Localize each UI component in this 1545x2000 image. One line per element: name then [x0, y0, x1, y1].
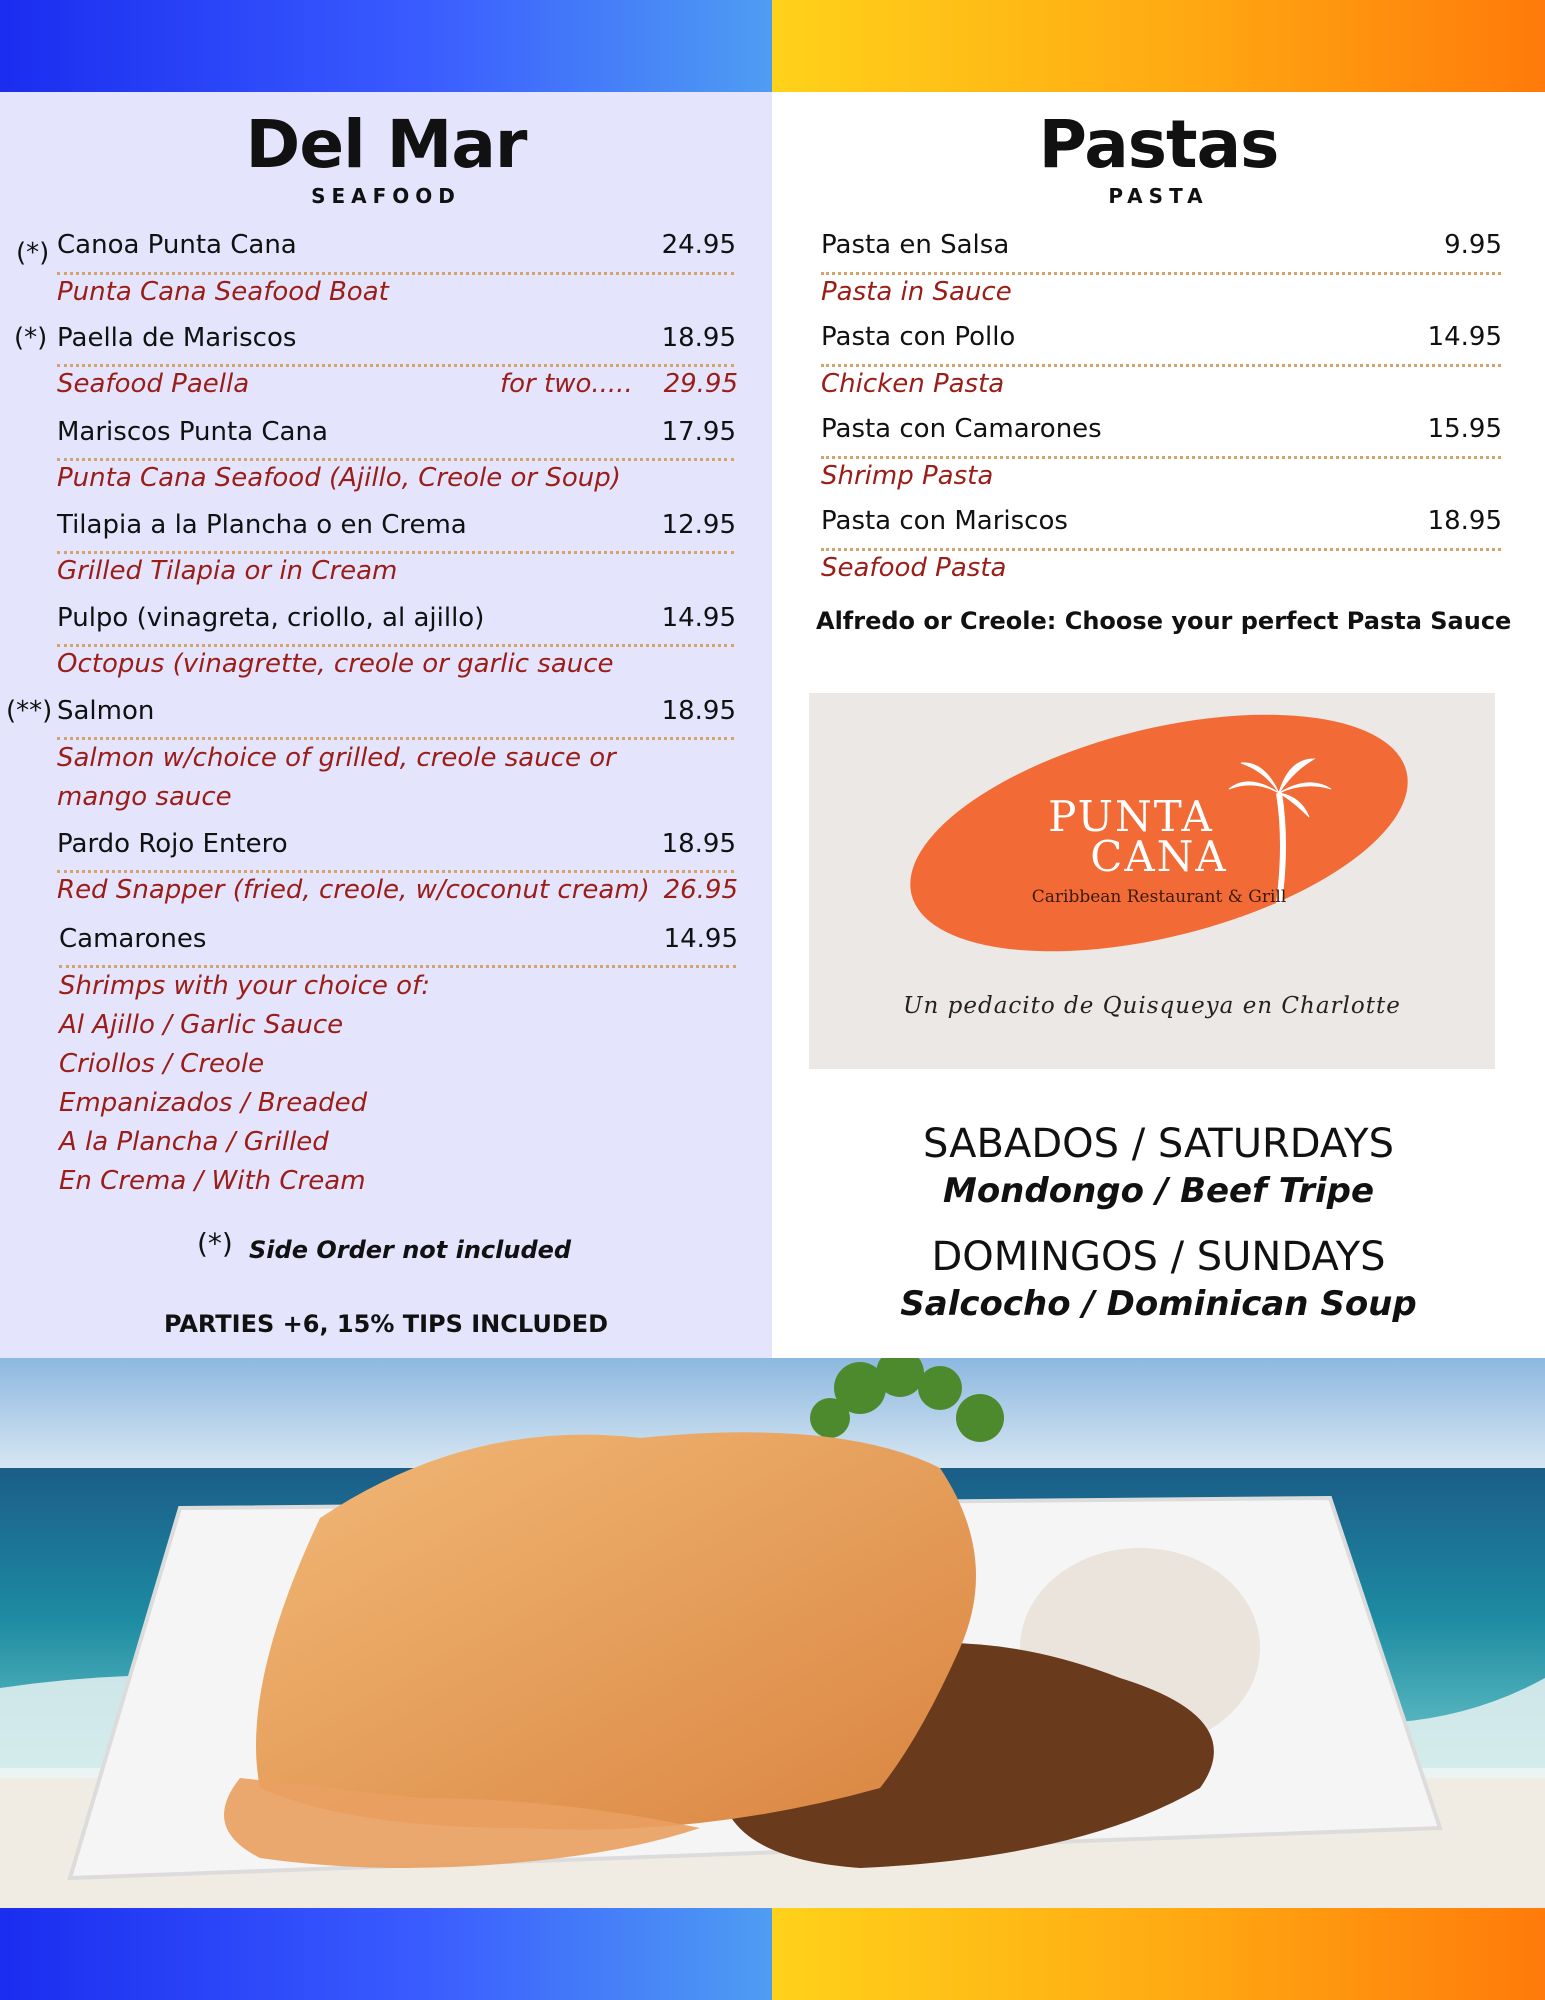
pasta-sauce-note: Alfredo or Creole: Choose your perfect Pasta Sauce — [816, 607, 1512, 635]
dotted-leader — [821, 364, 1501, 367]
menu-item-option: A la Plancha / Grilled — [59, 1127, 329, 1157]
menu-item-price: 18.95 — [661, 323, 736, 353]
menu-item-extra-price: 29.95 — [663, 369, 738, 399]
menu-item-name: Camarones — [59, 924, 207, 954]
seafood-title: Del Mar — [245, 106, 527, 183]
pasta-subtitle: PASTA — [1108, 184, 1209, 208]
menu-item-description: Shrimp Pasta — [821, 461, 994, 491]
saturday-label: SABADOS / SATURDAYS — [923, 1121, 1394, 1167]
menu-item-price: 14.95 — [661, 603, 736, 633]
bottom-orange-band — [772, 1908, 1545, 2000]
logo-line-3: Caribbean Restaurant & Grill — [1031, 887, 1287, 907]
bottom-blue-band — [0, 1908, 772, 2000]
top-orange-band — [772, 0, 1545, 92]
menu-item-description: Red Snapper (fried, creole, w/coconut cream) — [57, 875, 650, 905]
dotted-leader — [821, 456, 1501, 459]
seafood-subtitle: SEAFOOD — [311, 184, 461, 208]
dotted-leader — [57, 458, 734, 461]
menu-item-name: Mariscos Punta Cana — [57, 417, 328, 447]
top-blue-band — [0, 0, 772, 92]
menu-item-price: 14.95 — [1427, 322, 1502, 352]
item-mark: (*) — [16, 238, 50, 268]
menu-item-name: Pasta con Mariscos — [821, 506, 1068, 536]
menu-item-description: Shrimps with your choice of: — [59, 971, 430, 1001]
pasta-title: Pastas — [1038, 106, 1279, 183]
dotted-leader — [821, 548, 1501, 551]
menu-item-description: Pasta in Sauce — [821, 277, 1012, 307]
dotted-leader — [57, 644, 734, 647]
item-mark: (*) — [14, 323, 48, 353]
menu-item-name: Pasta con Camarones — [821, 414, 1102, 444]
menu-item-description: Salmon w/choice of grilled, creole sauce or — [57, 743, 616, 773]
dotted-leader — [59, 965, 736, 968]
dotted-leader — [57, 551, 734, 554]
menu-item-option: En Crema / With Cream — [59, 1166, 366, 1196]
menu-item-price: 15.95 — [1427, 414, 1502, 444]
menu-item-description: Seafood Pasta — [821, 553, 1007, 583]
menu-item-name: Pardo Rojo Entero — [57, 829, 288, 859]
menu-item-extra-label: for two..... — [500, 369, 633, 399]
menu-item-price: 9.95 — [1444, 230, 1502, 260]
menu-item-name: Canoa Punta Cana — [57, 230, 297, 260]
sunday-label: DOMINGOS / SUNDAYS — [931, 1234, 1386, 1280]
seafood-panel — [0, 92, 772, 1358]
menu-item-description: Chicken Pasta — [821, 369, 1005, 399]
menu-item-name: Salmon — [57, 696, 155, 726]
side-order-note: Side Order not included — [249, 1236, 572, 1264]
parties-note: PARTIES +6, 15% TIPS INCLUDED — [163, 1310, 609, 1338]
dotted-leader — [57, 272, 734, 275]
menu-item-description: Grilled Tilapia or in Cream — [57, 556, 398, 586]
top-color-band — [0, 0, 1545, 92]
menu-item-price: 17.95 — [661, 417, 736, 447]
menu-item-price: 18.95 — [661, 696, 736, 726]
sunday-dish: Salcocho / Dominican Soup — [900, 1284, 1417, 1324]
menu-item-price: 14.95 — [663, 924, 738, 954]
dotted-leader — [57, 737, 734, 740]
menu-item-price: 24.95 — [661, 230, 736, 260]
menu-item-name: Pasta en Salsa — [821, 230, 1010, 260]
saturday-dish: Mondongo / Beef Tripe — [942, 1171, 1375, 1211]
note-mark: (*) — [197, 1227, 233, 1260]
menu-item-option: Al Ajillo / Garlic Sauce — [59, 1010, 344, 1040]
menu-item-description: mango sauce — [57, 782, 232, 812]
menu-item-option: Criollos / Creole — [59, 1049, 265, 1079]
item-mark: (**) — [6, 696, 53, 726]
menu-item-description: Punta Cana Seafood Boat — [57, 277, 389, 307]
dotted-leader — [57, 364, 734, 367]
menu-item-description: Punta Cana Seafood (Ajillo, Creole or Soup) — [57, 463, 621, 493]
restaurant-logo — [809, 693, 1495, 1069]
dotted-leader — [57, 870, 734, 873]
logo-line-2: CANA — [1090, 832, 1228, 881]
menu-item-option: Empanizados / Breaded — [59, 1088, 368, 1118]
salmon-dish-illustration — [0, 1358, 1545, 1908]
logo-graphic — [809, 693, 1495, 973]
menu-item-name: Pulpo (vinagreta, criollo, al ajillo) — [57, 603, 485, 633]
menu-item-extra-price: 26.95 — [663, 875, 738, 905]
menu-item-price: 18.95 — [661, 829, 736, 859]
menu-item-name: Pasta con Pollo — [821, 322, 1016, 352]
menu-item-description: Seafood Paella — [57, 369, 250, 399]
menu-item-name: Tilapia a la Plancha o en Crema — [57, 510, 467, 540]
logo-line-1: PUNTA — [1048, 792, 1214, 841]
menu-item-price: 18.95 — [1427, 506, 1502, 536]
food-photo — [0, 1358, 1545, 1908]
menu-item-description: Octopus (vinagrette, creole or garlic sauce — [57, 649, 614, 679]
menu-item-price: 12.95 — [661, 510, 736, 540]
bottom-color-band — [0, 1908, 1545, 2000]
logo-tagline: Un pedacito de Quisqueya en Charlotte — [903, 993, 1401, 1019]
dotted-leader — [821, 272, 1501, 275]
menu-item-name: Paella de Mariscos — [57, 323, 297, 353]
